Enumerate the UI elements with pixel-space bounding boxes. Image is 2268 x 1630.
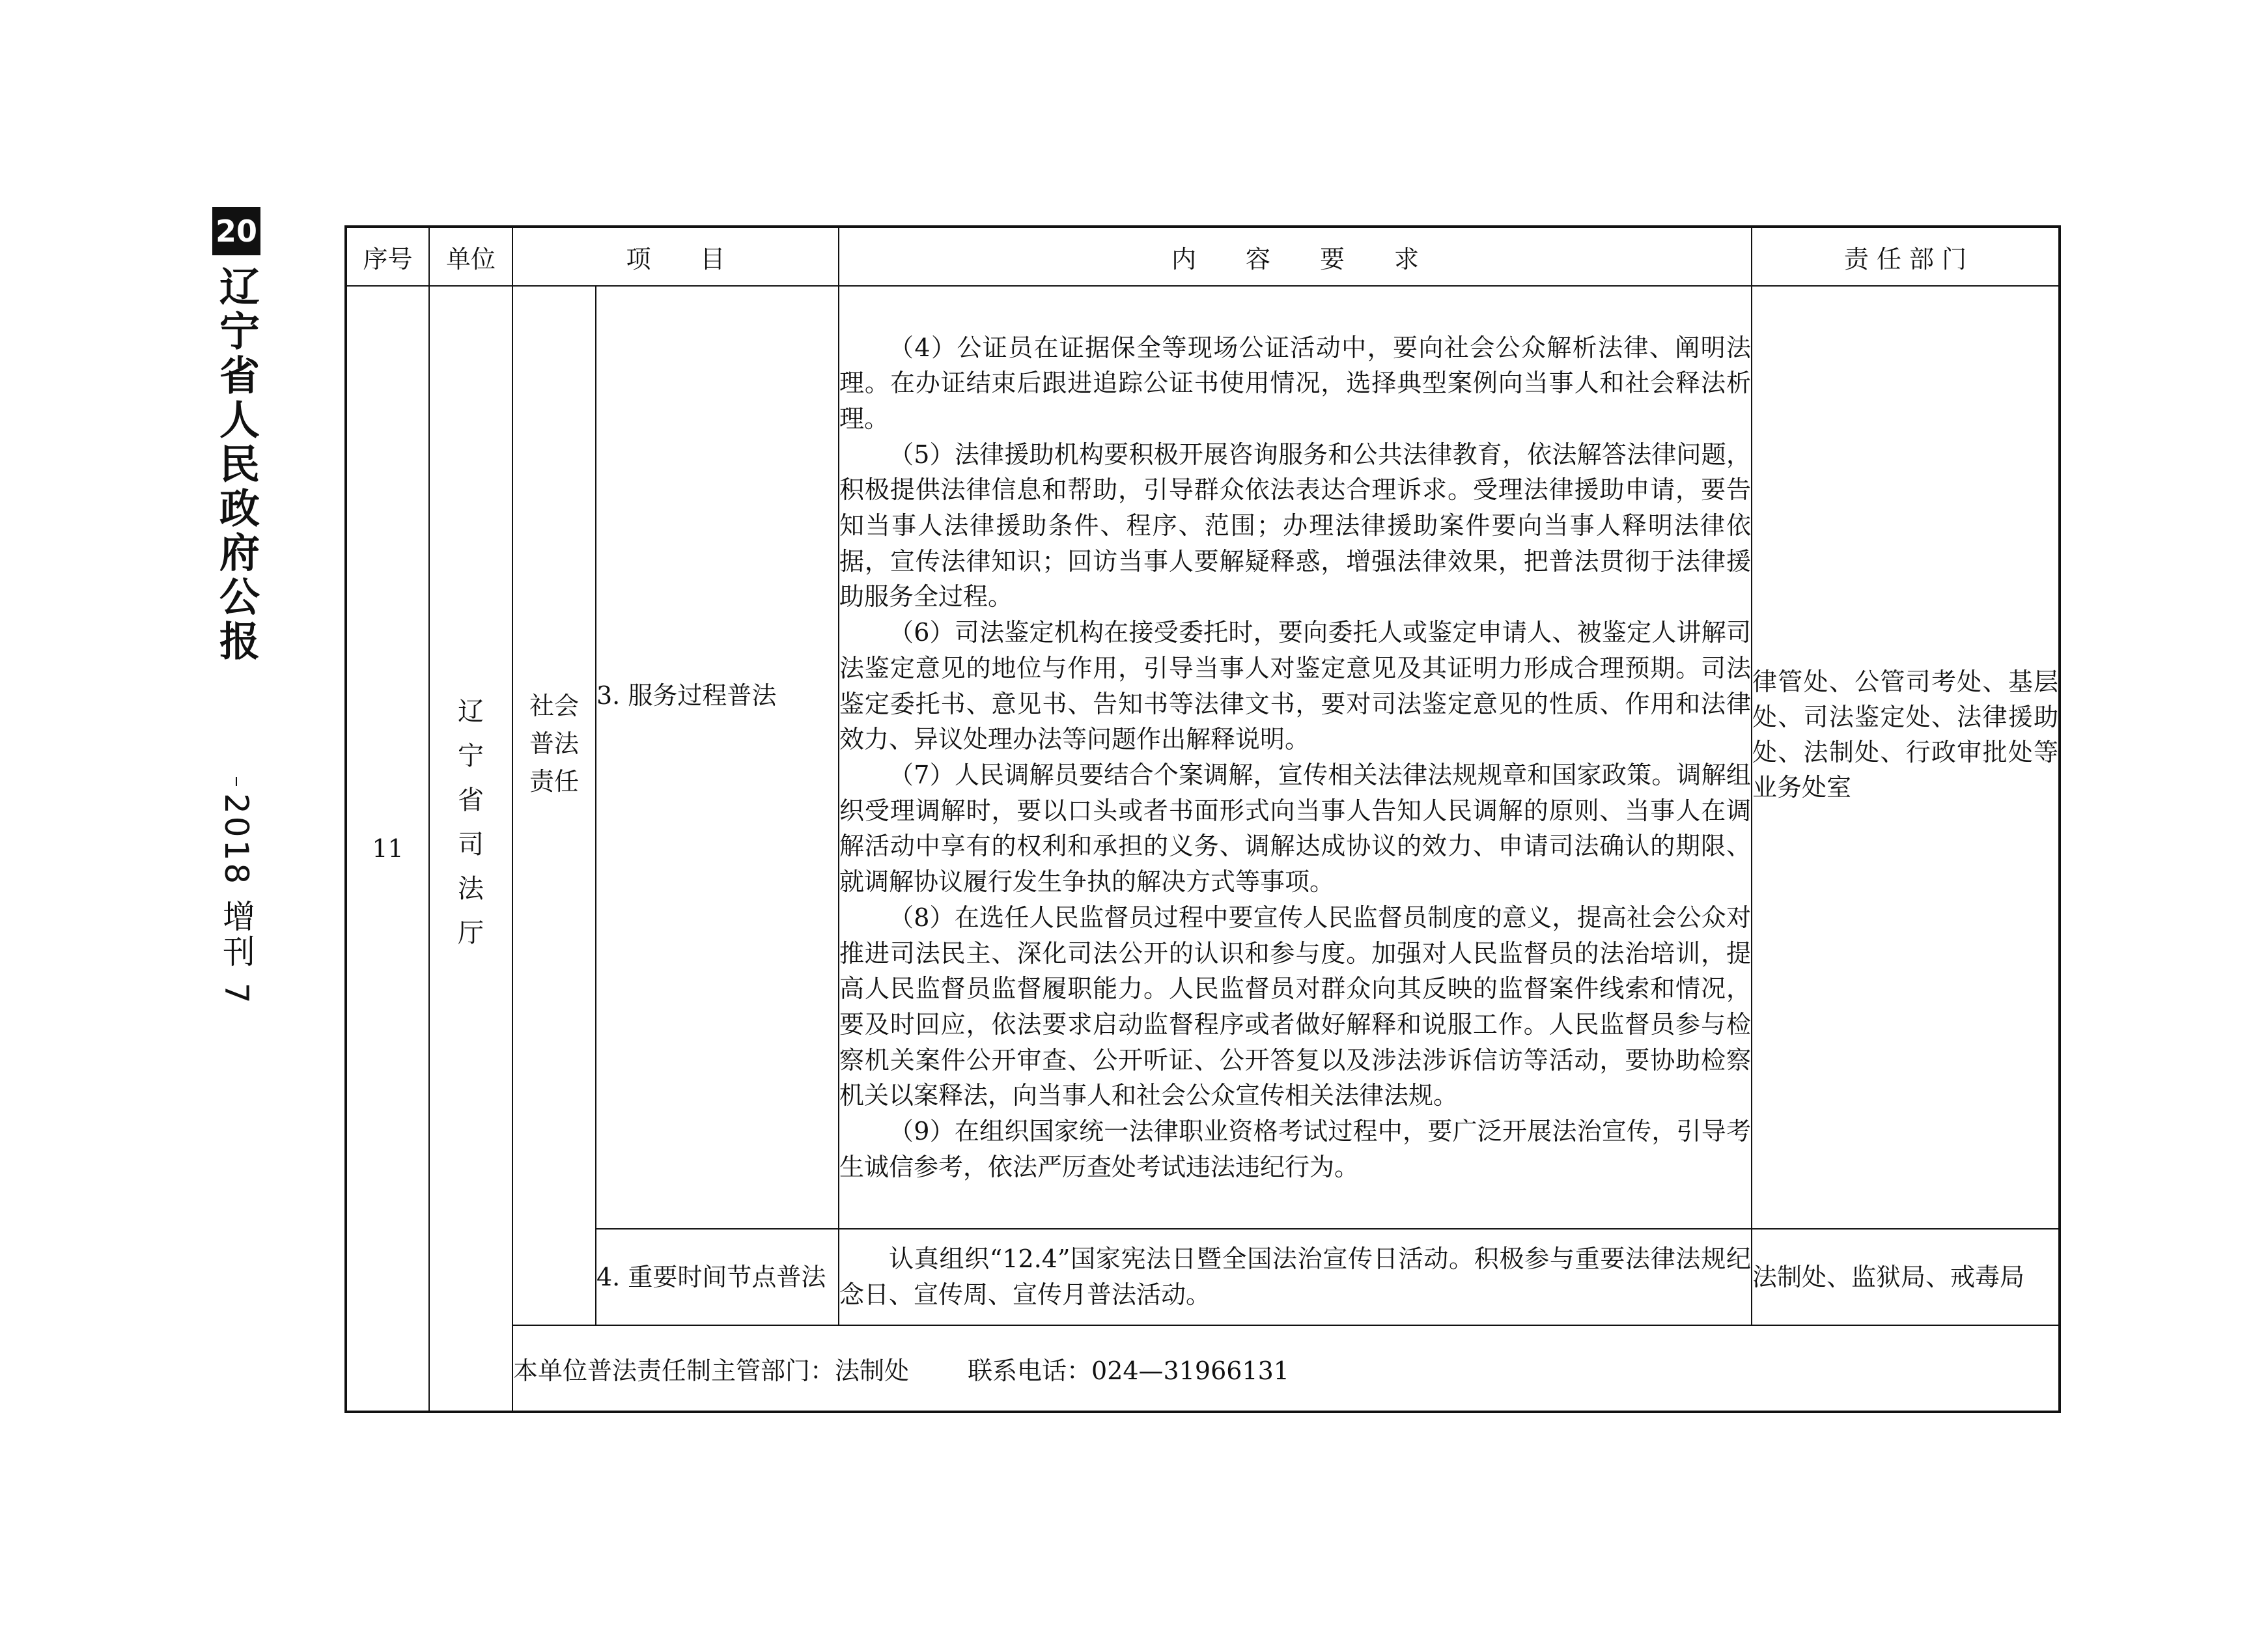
contact-phone: 联系电话：024—31966131 — [968, 1356, 1289, 1385]
page-number: 20 — [212, 207, 260, 255]
category-cell — [512, 286, 596, 1325]
table-footer-row — [346, 1325, 2060, 1412]
unit-char: 厅 — [458, 918, 484, 948]
content-paragraph: （4）公证员在证据保全等现场公证活动中，要向社会公众解析法律、阐明法理。在办证结束后跟进追踪公证书使用情况，选择典型案例向当事人和社会释法析理。 — [839, 333, 1752, 433]
row-number: 11 — [346, 286, 429, 1412]
header-content: 内 容 要 求 — [839, 227, 1752, 286]
category-line: 普法 — [529, 729, 579, 758]
content-paragraph: （7）人民调解员要结合个案调解，宣传相关法律法规规章和国家政策。调解组织受理调解时，要以口头或者书面形式向当事人告知人民调解的原则、当事人在调解活动中享有的权利和承担的义务、调解达成协议的效力、申请司法确认的期限、就调解协议履行发生争执的解决方式等事项。 — [839, 761, 1752, 897]
item-label — [596, 1229, 839, 1325]
department-cell — [1752, 1229, 2060, 1325]
item-3-label: 3. 服务过程普法 — [596, 681, 777, 710]
journal-title: 辽宁省人民政府公报 — [212, 266, 260, 664]
department-cell — [1752, 286, 2060, 1229]
footer-cell — [512, 1325, 2060, 1412]
header-department: 责 任 部 门 — [1752, 227, 2060, 286]
issue-label: 2018 增刊 7 — [217, 793, 255, 1006]
department-text: 法制处、监狱局、戒毒局 — [1752, 1263, 2025, 1291]
table-row — [346, 286, 2060, 1229]
item-label — [596, 286, 839, 1229]
responsible-dept: 本单位普法责任制主管部门：法制处 — [513, 1356, 910, 1385]
content-paragraph: （5）法律援助机构要积极开展咨询服务和公共法律教育，依法解答法律问题，积极提供法律信息和帮助，引导群众依法表达合理诉求。受理法律援助申请，要告知当事人法律援助条件、程序、范围；办理法律援助案件要向当事人释明法律依据，宣传法律知识；回访当事人要解疑释惑，增强法律效果，把普法贯彻于法律援助服务全过程。 — [839, 440, 1752, 611]
header-number: 序号 — [346, 227, 429, 286]
category-line: 社会 — [529, 692, 579, 720]
content-cell — [839, 1229, 1752, 1325]
content-paragraph: （9）在组织国家统一法律职业资格考试过程中，要广泛开展法治宣传，引导考生诚信参考，依法严厉查处考试违法违纪行为。 — [839, 1117, 1752, 1181]
table-row — [346, 1229, 2060, 1325]
department-text: 律管处、公管司考处、基层处、司法鉴定处、法律援助处、法制处、行政审批处等业务处室 — [1752, 667, 2059, 802]
unit-char: 宁 — [458, 741, 484, 771]
unit-char: 省 — [458, 785, 484, 815]
side-divider-top — [236, 777, 237, 786]
content-paragraph: （6）司法鉴定机构在接受委托时，要向委托人或鉴定申请人、被鉴定人讲解司法鉴定意见的地位与作用，引导当事人对鉴定意见及其证明力形成合理预期。司法鉴定委托书、意见书、告知书等法律文书，要对司法鉴定意见的性质、作用和法律效力、异议处理办法等问题作出解释说明。 — [839, 618, 1752, 754]
content-paragraph: 认真组织“12.4”国家宪法日暨全国法治宣传日活动。积极参与重要法律法规纪念日、宣传周、宣传月普法活动。 — [839, 1244, 1752, 1309]
unit-cell — [429, 286, 512, 1412]
unit-char: 司 — [458, 830, 484, 860]
legal-education-table — [344, 225, 2061, 1413]
header-item: 项 目 — [512, 227, 839, 286]
content-cell — [839, 286, 1752, 1229]
unit-char: 辽 — [458, 697, 484, 727]
header-unit: 单位 — [429, 227, 512, 286]
unit-char: 法 — [458, 874, 484, 904]
table-header-row — [346, 227, 2060, 286]
item-4-label: 4. 重要时间节点普法 — [596, 1263, 826, 1291]
content-paragraph: （8）在选任人民监督员过程中要宣传人民监督员制度的意义，提高社会公众对推进司法民主、深化司法公开的认识和参与度。加强对人民监督员的法治培训，提高人民监督员监督履职能力。人民监督员对群众向其反映的监督案件线索和情况，要及时回应，依法要求启动监督程序或者做好解释和说服工作。人民监督员参与检察机关案件公开审查、公开听证、公开答复以及涉法涉诉信访等活动，要协助检察机关以案释法，向当事人和社会公众宣传相关法律法规。 — [839, 903, 1752, 1110]
category-line: 责任 — [529, 767, 579, 796]
